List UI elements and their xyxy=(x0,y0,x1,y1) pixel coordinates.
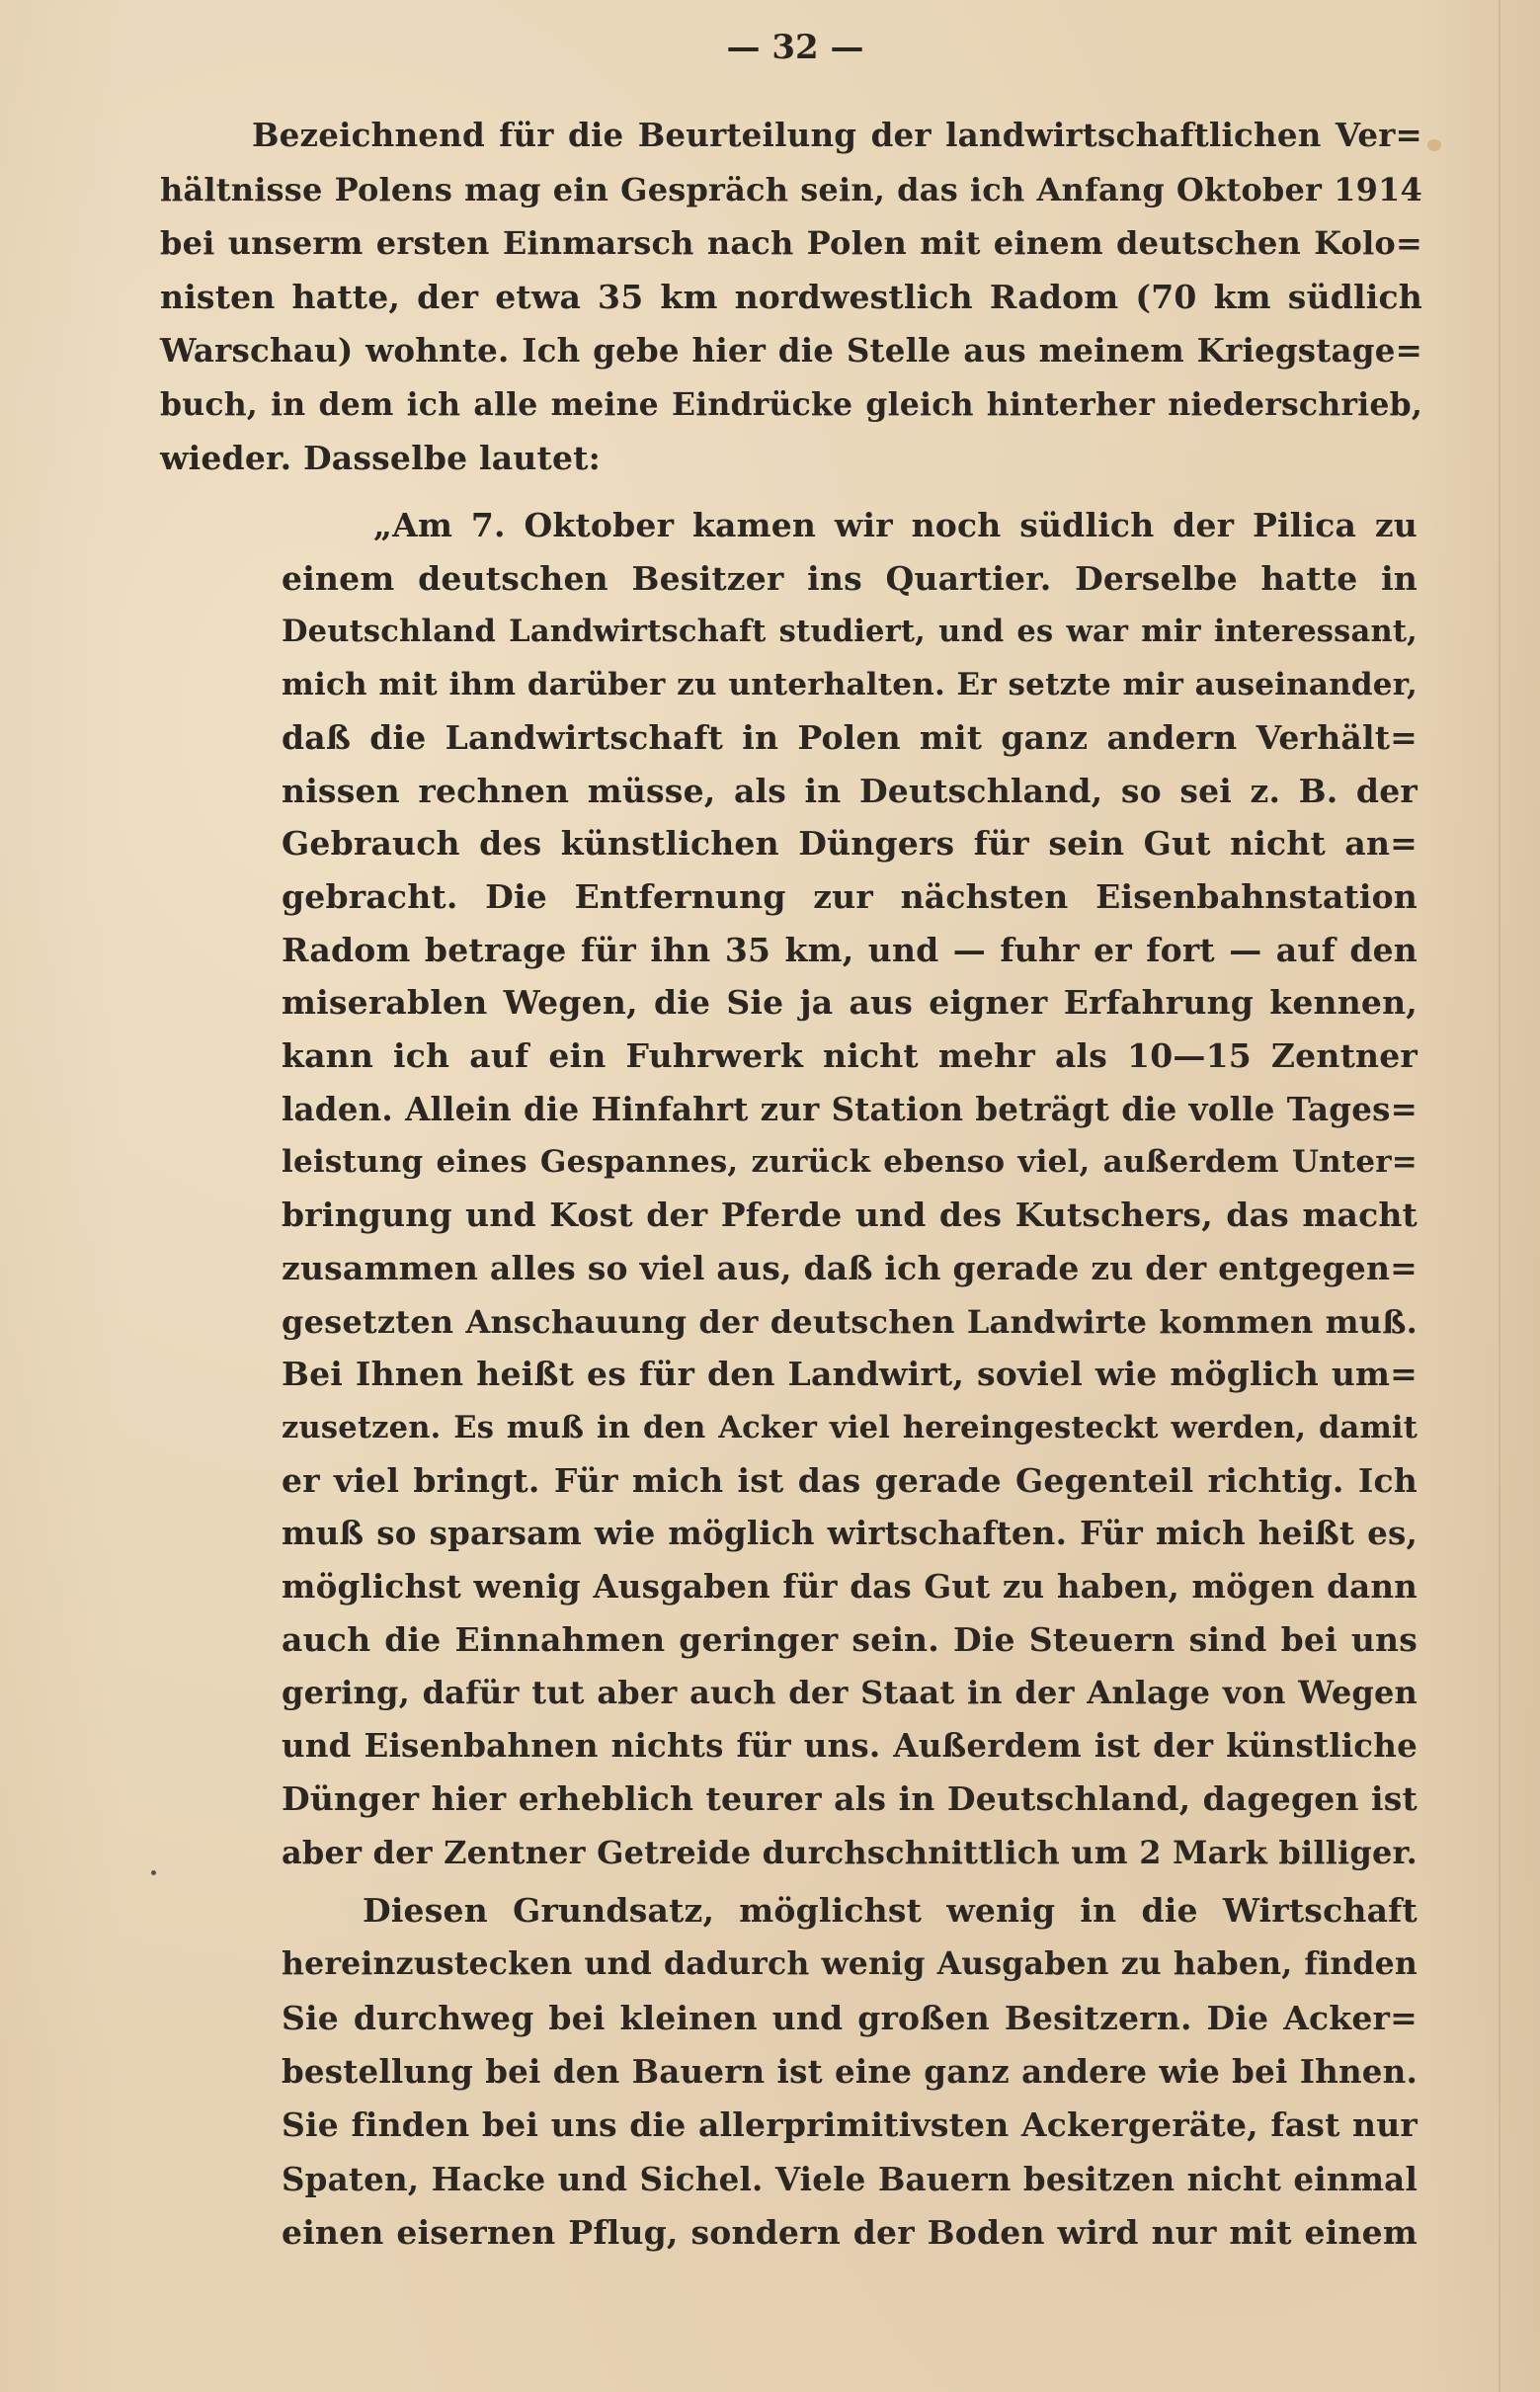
text-line: Warschau) wohnte. Ich gebe hier die Stelle aus meinem Kriegstage= xyxy=(160,331,1422,370)
text-line: zusetzen. Es muß in den Acker viel hereingesteckt werden, damit xyxy=(282,1409,1418,1445)
text-line: gebracht. Die Entfernung zur nächsten Eisenbahnstation xyxy=(282,876,1418,916)
text-line: Spaten, Hacke und Sichel. Viele Bauern besitzen nicht einmal xyxy=(282,2159,1418,2198)
text-line: einem deutschen Besitzer ins Quartier. Derselbe hatte in xyxy=(282,558,1418,598)
text-line: Sie finden bei uns die allerprimitivsten Ackergeräte, fast nur xyxy=(282,2105,1418,2145)
text-line: Dünger hier erheblich teurer als in Deutschland, dagegen ist xyxy=(282,1778,1418,1818)
text-line: Bei Ihnen heißt es für den Landwirt, soviel wie möglich um= xyxy=(282,1355,1418,1394)
text-line: und Eisenbahnen nichts für uns. Außerdem ist der künstliche xyxy=(282,1726,1418,1766)
text-line: laden. Allein die Hinfahrt zur Station beträgt die volle Tages= xyxy=(282,1089,1418,1128)
text-line: nisten hatte, der etwa 35 km nordwestlich Radom (70 km südlich xyxy=(160,277,1422,316)
text-line: wieder. Dasselbe lautet: xyxy=(160,439,601,477)
text-line: Deutschland Landwirtschaft studiert, und es war mir interessant, xyxy=(282,614,1418,650)
text-line: daß die Landwirtschaft in Polen mit ganz andern Verhält= xyxy=(282,717,1418,757)
text-line: Bezeichnend für die Beurteilung der landwirtschaftlichen Ver= xyxy=(252,116,1422,154)
text-line: aber der Zentner Getreide durchschnittlich um 2 Mark billiger. xyxy=(282,1833,1418,1871)
text-line: leistung eines Gespannes, zurück ebenso viel, außerdem Unter= xyxy=(282,1144,1418,1181)
text-line: bringung und Kost der Pferde und des Kutschers, das macht xyxy=(282,1196,1418,1235)
text-line: hereinzustecken und dadurch wenig Ausgaben zu haben, finden xyxy=(282,1945,1418,1983)
text-line: muß so sparsam wie möglich wirtschaften. Für mich heißt es, xyxy=(282,1514,1418,1553)
text-line: Sie durchweg bei kleinen und großen Besitzern. Die Acker= xyxy=(282,1998,1418,2037)
text-line: hältnisse Polens mag ein Gespräch sein, das ich Anfang Oktober 1914 xyxy=(160,170,1422,208)
page-number: — 32 — xyxy=(726,28,864,67)
text-line: miserablen Wegen, die Sie ja aus eigner Erfahrung kennen, xyxy=(282,983,1418,1023)
text-line: gesetzten Anschauung der deutschen Landwirte kommen muß. xyxy=(282,1302,1418,1341)
text-line: bestellung bei den Bauern ist eine ganz andere wie bei Ihnen. xyxy=(282,2051,1418,2091)
text-line: buch, in dem ich alle meine Eindrücke gleich hinterher niederschrieb, xyxy=(160,385,1422,423)
text-line: bei unserm ersten Einmarsch nach Polen mit einem deutschen Kolo= xyxy=(160,224,1422,262)
text-line: auch die Einnahmen geringer sein. Die Steuern sind bei uns xyxy=(282,1619,1418,1659)
text-line: Gebrauch des künstlichen Düngers für sein Gut nicht an= xyxy=(282,824,1418,864)
paper-stain xyxy=(1427,139,1441,151)
text-line: Diesen Grundsatz, möglichst wenig in die Wirtschaft xyxy=(363,1891,1418,1930)
page-edge xyxy=(1499,0,1500,2392)
text-line: mich mit ihm darüber zu unterhalten. Er setzte mir auseinander, xyxy=(282,667,1418,703)
text-line: einen eisernen Pflug, sondern der Boden wird nur mit einem xyxy=(282,2212,1418,2252)
text-line: Radom betrage für ihn 35 km, und — fuhr er fort — auf den xyxy=(282,930,1418,969)
text-line: „Am 7. Oktober kamen wir noch südlich der Pilica zu xyxy=(373,506,1418,544)
margin-mark xyxy=(151,1870,156,1875)
text-line: gering, dafür tut aber auch der Staat in der Anlage von Wegen xyxy=(282,1674,1418,1712)
text-line: kann ich auf ein Fuhrwerk nicht mehr als 10—15 Zentner xyxy=(282,1036,1418,1075)
text-line: nissen rechnen müsse, als in Deutschland, so sei z. B. der xyxy=(282,771,1418,810)
text-line: möglichst wenig Ausgaben für das Gut zu haben, mögen dann xyxy=(282,1567,1418,1606)
text-line: er viel bringt. Für mich ist das gerade Gegenteil richtig. Ich xyxy=(282,1460,1418,1500)
text-line: zusammen alles so viel aus, daß ich gerade zu der entgegen= xyxy=(282,1248,1418,1287)
